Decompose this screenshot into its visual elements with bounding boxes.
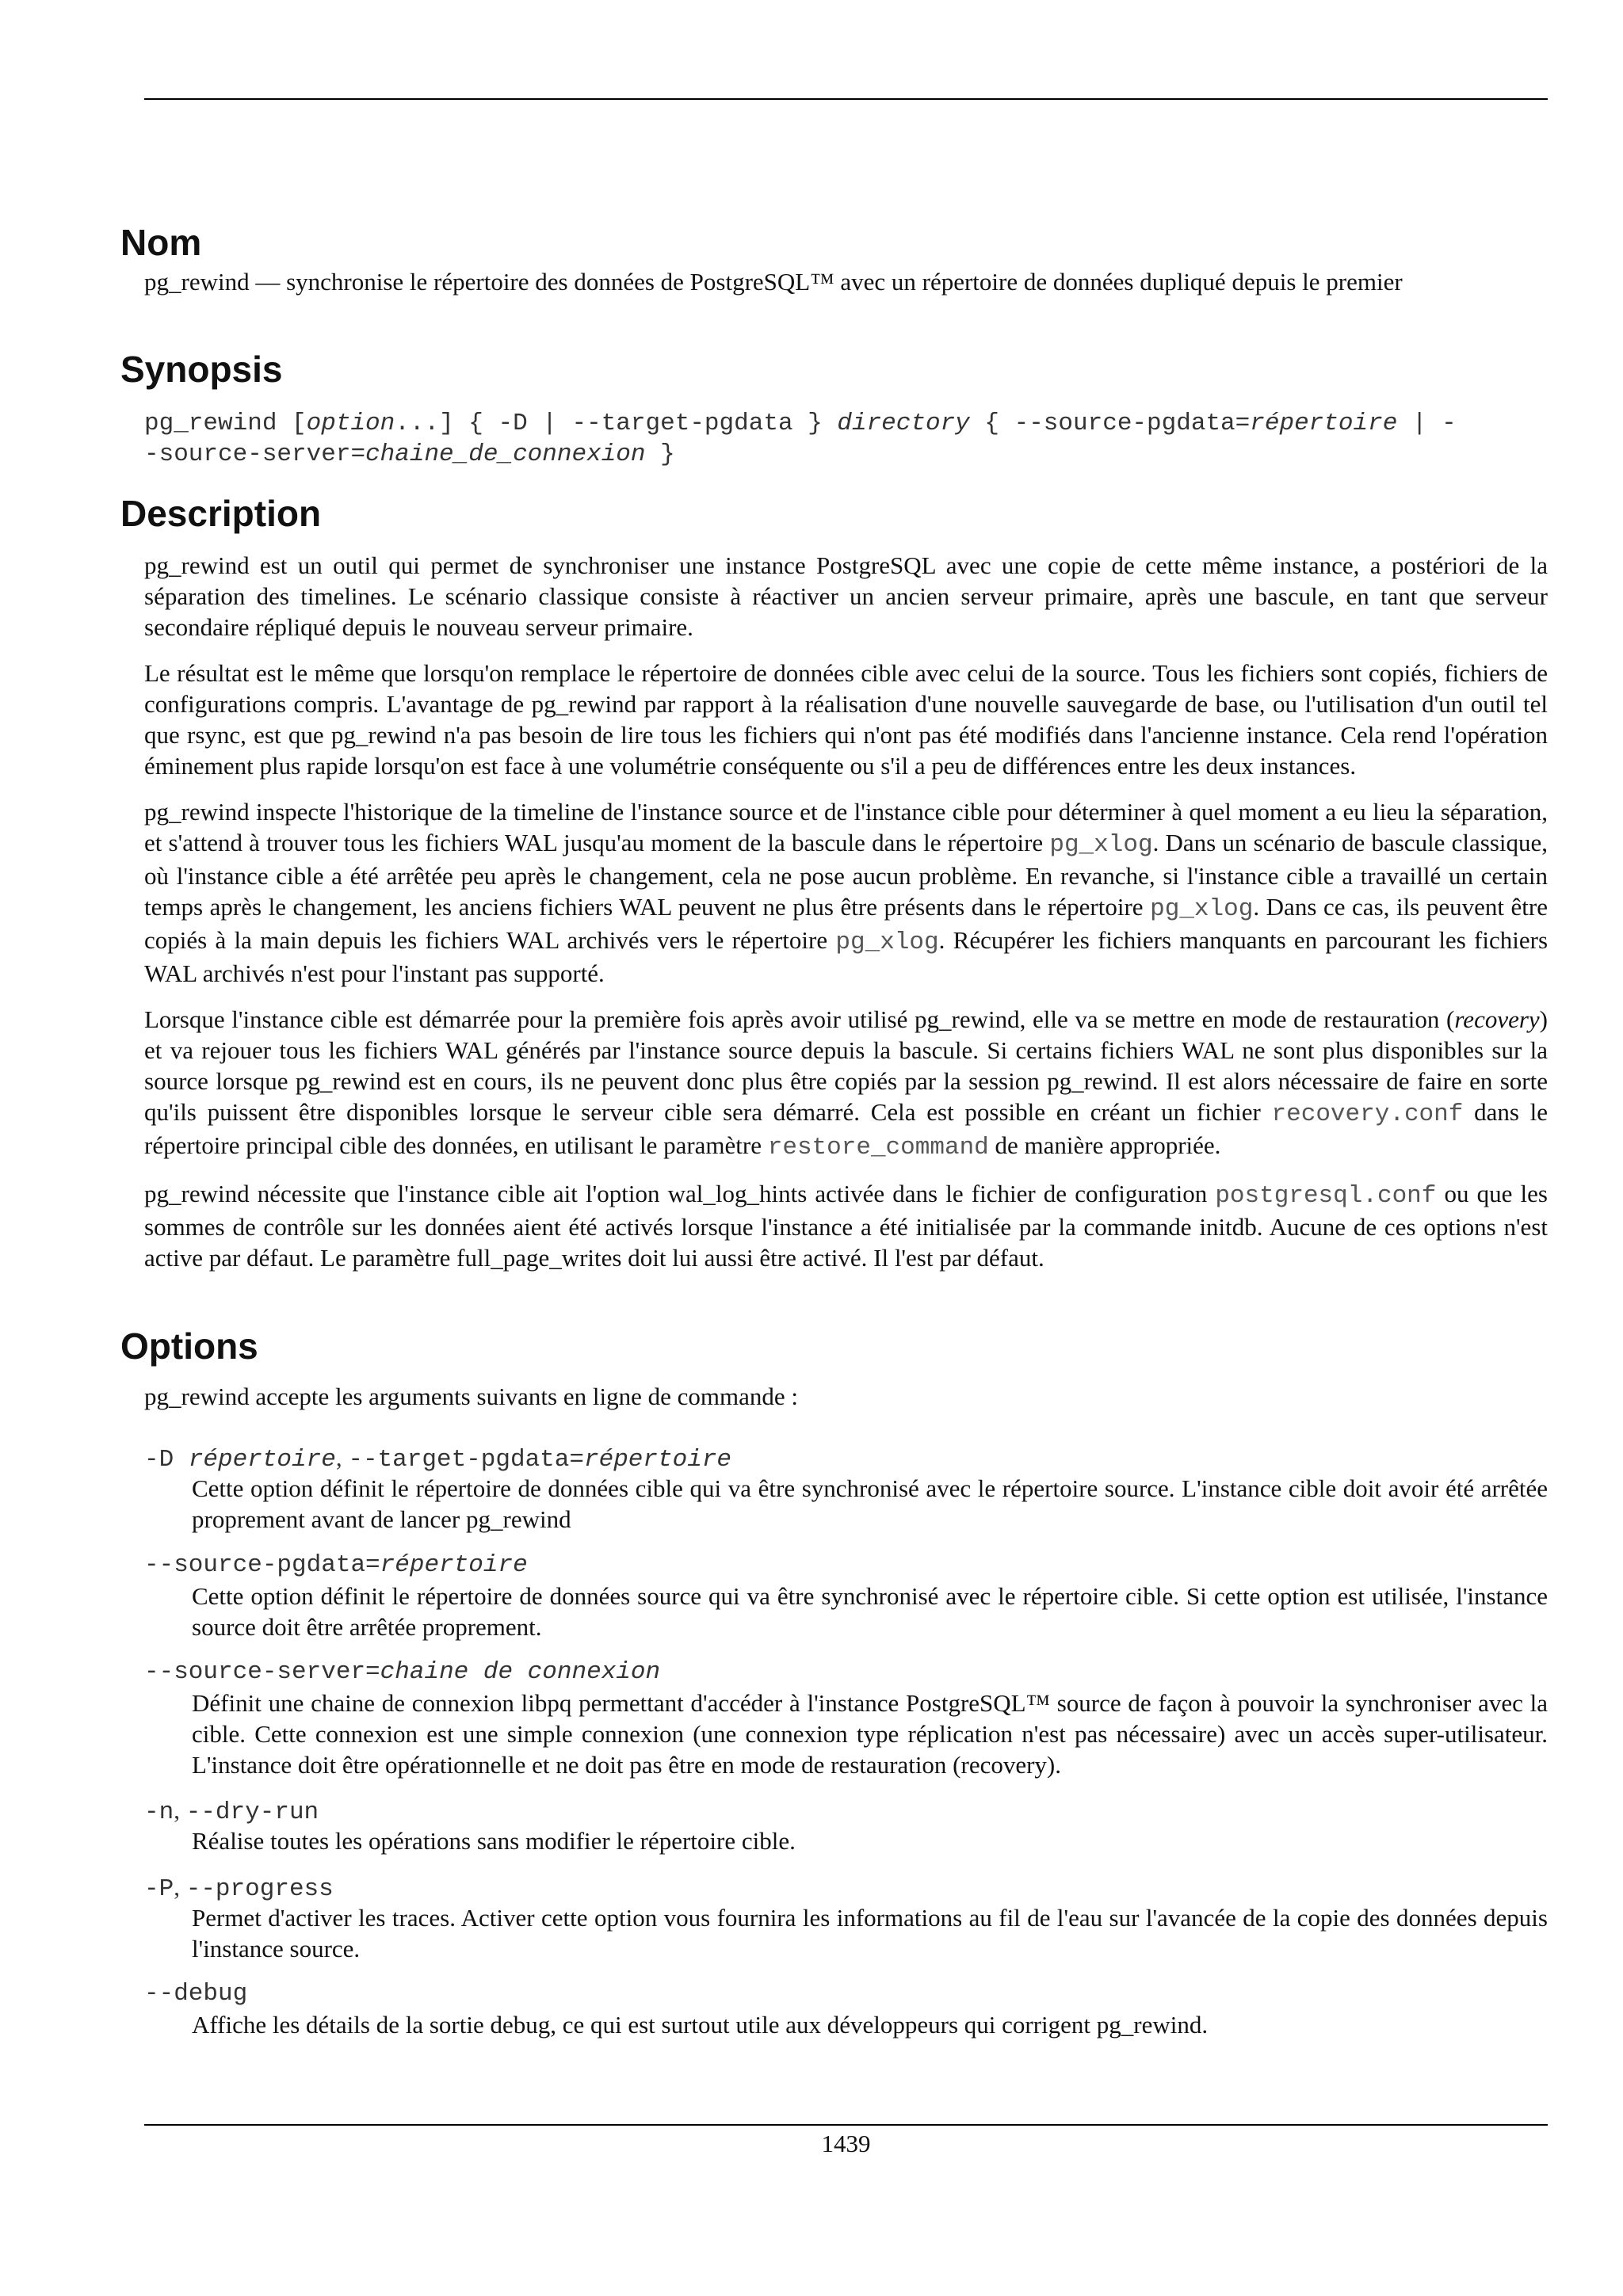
footer-rule [144,2124,1548,2126]
heading-options: Options [120,1325,258,1367]
code-recovery-conf: recovery.conf [1271,1100,1464,1128]
header-rule [144,98,1548,100]
option-term-source-pgdata: --source-pgdata=répertoire [144,1551,528,1579]
description-body [144,550,1548,1288]
option-term-progress: -P, --progress [144,1873,334,1903]
option-term-debug: --debug [144,1980,248,2008]
code-restore-command: restore_command [767,1134,989,1161]
option-desc-debug: Affiche les détails de la sortie debug, ce qui est surtout utile aux développeurs qui corrigent pg_rewind. [192,2011,1209,2039]
synopsis-line-2: -source-server=chaine_de_connexion } [144,441,675,468]
code-pg-xlog: pg_xlog [1049,831,1153,859]
heading-nom: Nom [120,222,202,263]
code-pg-xlog: pg_xlog [1150,895,1254,923]
option-term-source-server: --source-server=chaine de connexion [144,1658,661,1686]
option-desc-target-pgdata: Cette option définit le répertoire de données cible qui va être synchronisé avec le répertoire source. L'instance cible doit avoir été arrêtée proprement avant de lancer pg_rewind [192,1474,1548,1533]
option-desc-source-pgdata: Cette option définit le répertoire de données source qui va être synchronisé avec le répertoire cible. Si cette option est utilisée, l'instance source doit être arrêtée proprement. [192,1582,1548,1641]
code-pg-xlog: pg_xlog [835,929,939,956]
synopsis-block [144,408,1548,470]
option-desc-source-server: Définit une chaine de connexion libpq permettant d'accéder à l'instance PostgreSQL™ source de façon à pouvoir la synchroniser avec la cible. Cette connexion est une simple connexion (une connexion type réplication n'est pas nécessaire) avec un accès super-utilisateur. L'instance doit être opérationnelle et ne doit pas être en mode de restauration (recovery). [192,1689,1548,1779]
heading-synopsis: Synopsis [120,349,283,390]
nom-text: pg_rewind — synchronise le répertoire des données de PostgreSQL™ avec un répertoire de données dupliqué depuis le premier [144,268,1403,296]
description-paragraph-1: pg_rewind est un outil qui permet de synchroniser une instance PostgreSQL avec une copie de cette même instance, a postériori de la séparation des timelines. Le scénario classique consiste à réactiver un ancien serveur primaire, après une bascule, en tant que serveur secondaire répliqué depuis le nouveau serveur primaire. [144,551,1548,641]
option-term-dry-run: -n, --dry-run [144,1796,319,1826]
synopsis-line-1: pg_rewind [option...] { -D | --target-pgdata } directory { --source-pgdata=répertoire | - [144,410,1457,437]
description-paragraph-3: pg_rewind inspecte l'historique de la timeline de l'instance source et de l'instance cible pour déterminer à quel moment a eu lieu la séparation, et s'attend à trouver tous les fichiers WAL jusqu'au moment de la bascule dans le répertoire pg_xlog. Dans un scénario de bascule classique, où l'instance cible a été arrêtée peu après le changement, cela ne pose aucun problème. En revanche, si l'instance cible a travaillé un certain temps après le changement, les anciens fichiers WAL peuvent ne plus être présents dans le répertoire pg_xlog. Dans ce cas, ils peuvent être copiés à la main depuis les fichiers WAL archivés vers le répertoire pg_xlog. Récupérer les fichiers manquants en parcourant les fichiers WAL archivés n'est pour l'instant pas supporté. [144,798,1549,987]
option-desc-progress: Permet d'activer les traces. Activer cette option vous fournira les informations au fil de l'eau sur l'avancée de la copie des données depuis l'instance source. [192,1904,1548,1962]
option-desc-dry-run: Réalise toutes les opérations sans modifier le répertoire cible. [192,1827,796,1855]
description-paragraph-4: Lorsque l'instance cible est démarrée pour la première fois après avoir utilisé pg_rewind, elle va se mettre en mode de restauration (recovery) et va rejouer tous les fichiers WAL générés par l'instance source depuis la bascule. Si certains fichiers WAL ne sont plus disponibles sur la source lorsque pg_rewind est en cours, ils ne peuvent donc plus être copiés par la session pg_rewind. Il est alors nécessaire de faire en sorte qu'ils puissent être disponibles lorsque le serveur cible sera démarré. Cela est possible en créant un fichier recovery.conf dans le répertoire principal cible des données, en utilisant le paramètre restore_command de manière appropriée. [144,1005,1549,1161]
option-term-target-pgdata: -D répertoire, --target-pgdata=répertoire [144,1444,732,1474]
description-paragraph-5: pg_rewind nécessite que l'instance cible ait l'option wal_log_hints activée dans le fichier de configuration postgresql.conf ou que les sommes de contrôle sur les données aient été activés lorsque l'instance a été initialisée par la commande initdb. Aucune de ces options n'est active par défaut. Le paramètre full_page_writes doit lui aussi être activé. Il l'est par défaut. [144,1180,1548,1272]
options-intro: pg_rewind accepte les arguments suivants en ligne de commande : [144,1383,798,1410]
page-number: 1439 [821,2130,871,2157]
code-postgresql-conf: postgresql.conf [1215,1182,1437,1210]
heading-description: Description [120,493,322,534]
description-paragraph-2: Le résultat est le même que lorsqu'on remplace le répertoire de données cible avec celui de la source. Tous les fichiers sont copiés, fichiers de configurations compris. L'avantage de pg_rewind par rapport à la réalisation d'une nouvelle sauvegarde de base, ou l'utilisation d'un outil tel que rsync, est que pg_rewind n'a pas besoin de lire tous les fichiers qui n'ont pas été modifiés dans l'ancienne instance. Cela rend l'opération éminement plus rapide lorsqu'on est face à une volumétrie conséquente ou s'il a peu de différences entre les deux instances. [144,659,1548,780]
